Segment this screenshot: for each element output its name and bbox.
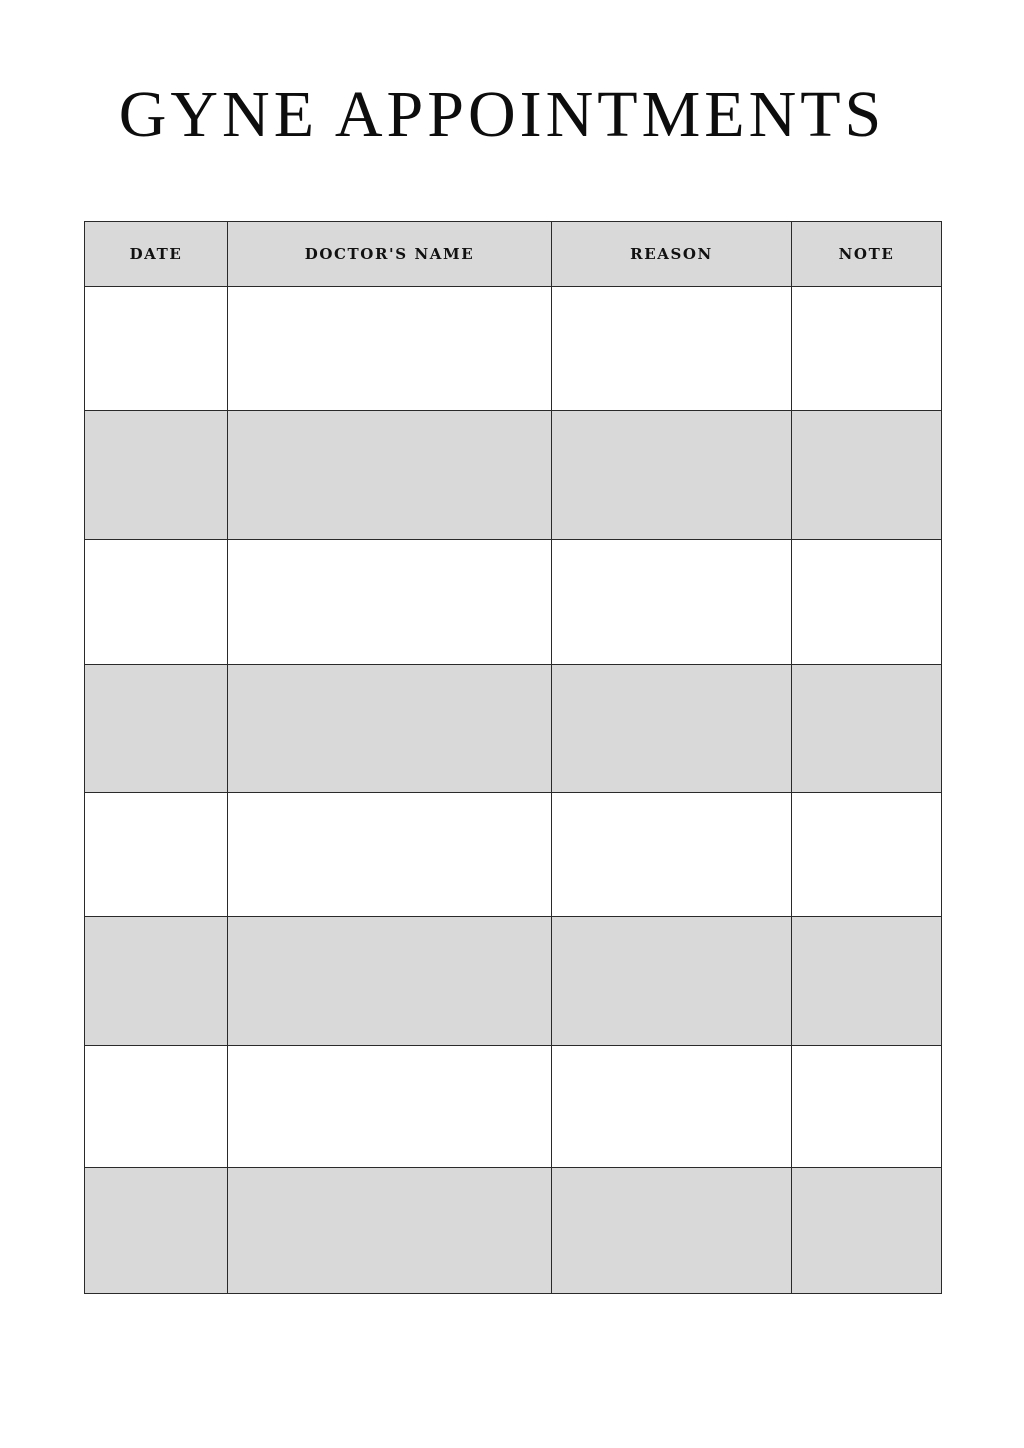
table-header-row [85,222,942,287]
appointments-table [84,221,942,1294]
column-header-doctor-name: DOCTOR'S NAME [228,222,552,287]
table-row [85,793,942,917]
doctor-name-cell[interactable] [228,1046,552,1168]
table-row [85,540,942,665]
date-cell[interactable] [85,665,228,793]
table-row [85,1046,942,1168]
note-cell[interactable] [792,1046,942,1168]
reason-cell[interactable] [552,411,792,540]
date-cell[interactable] [85,1168,228,1294]
doctor-name-cell[interactable] [228,1168,552,1294]
date-cell[interactable] [85,793,228,917]
note-cell[interactable] [792,411,942,540]
doctor-name-cell[interactable] [228,540,552,665]
reason-cell[interactable] [552,793,792,917]
note-cell[interactable] [792,917,942,1046]
date-cell[interactable] [85,1046,228,1168]
reason-cell[interactable] [552,287,792,411]
note-cell[interactable] [792,793,942,917]
reason-cell[interactable] [552,1046,792,1168]
table-row [85,287,942,411]
date-cell[interactable] [85,411,228,540]
reason-cell[interactable] [552,540,792,665]
note-cell[interactable] [792,540,942,665]
reason-cell[interactable] [552,1168,792,1294]
table-row [85,917,942,1046]
appointments-table-container [84,221,941,1294]
doctor-name-cell[interactable] [228,665,552,793]
table-row [85,1168,942,1294]
table-row [85,665,942,793]
doctor-name-cell[interactable] [228,793,552,917]
note-cell[interactable] [792,1168,942,1294]
date-cell[interactable] [85,917,228,1046]
doctor-name-cell[interactable] [228,287,552,411]
column-header-reason: REASON [552,222,792,287]
date-cell[interactable] [85,287,228,411]
note-cell[interactable] [792,287,942,411]
column-header-note: NOTE [792,222,942,287]
doctor-name-cell[interactable] [228,917,552,1046]
reason-cell[interactable] [552,665,792,793]
column-header-date: DATE [85,222,228,287]
table-row [85,411,942,540]
page-title: GYNE APPOINTMENTS [118,78,886,151]
doctor-name-cell[interactable] [228,411,552,540]
date-cell[interactable] [85,540,228,665]
note-cell[interactable] [792,665,942,793]
reason-cell[interactable] [552,917,792,1046]
